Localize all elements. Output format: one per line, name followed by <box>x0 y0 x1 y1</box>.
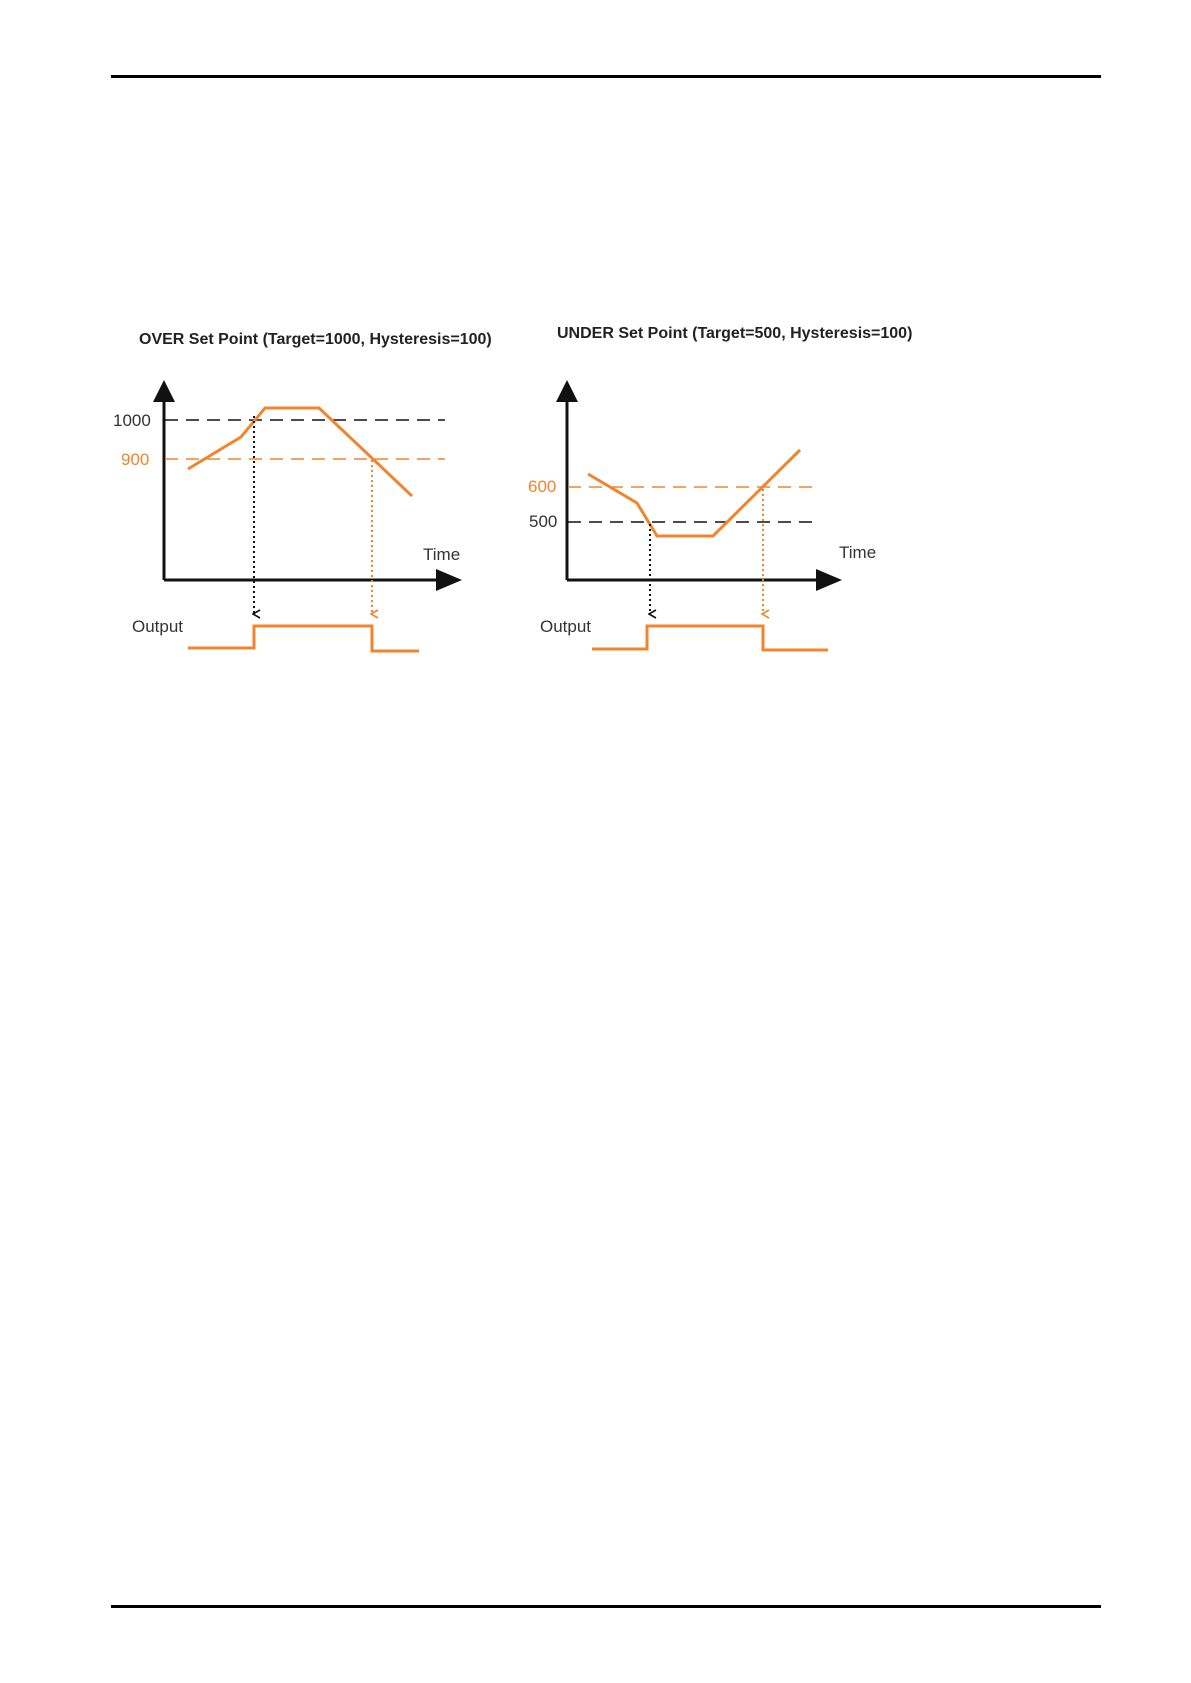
under-reset-label: 600 <box>528 477 557 496</box>
under-output-label: Output <box>540 617 592 636</box>
over-x-axis-arrowhead <box>436 569 462 591</box>
under-target-label: 500 <box>529 512 558 531</box>
under-x-axis-arrowhead <box>816 569 842 591</box>
under-diagram-title: UNDER Set Point (Target=500, Hysteresis=100) <box>557 325 913 342</box>
under-time-label: Time <box>839 543 877 562</box>
over-reset-label: 900 <box>121 450 150 469</box>
over-output-label: Output <box>132 617 184 636</box>
under-signal-trace <box>588 450 800 536</box>
over-time-label: Time <box>423 545 461 564</box>
over-signal-trace <box>188 408 412 496</box>
under-output-waveform <box>592 626 828 650</box>
over-output-waveform <box>188 626 419 651</box>
under-setpoint-diagram <box>528 325 912 650</box>
over-diagram-title: OVER Set Point (Target=1000, Hysteresis=100) <box>139 331 492 348</box>
over-setpoint-diagram <box>113 331 492 651</box>
over-target-label: 1000 <box>113 411 151 430</box>
over-y-axis-arrowhead <box>153 380 175 402</box>
under-y-axis-arrowhead <box>556 380 578 402</box>
